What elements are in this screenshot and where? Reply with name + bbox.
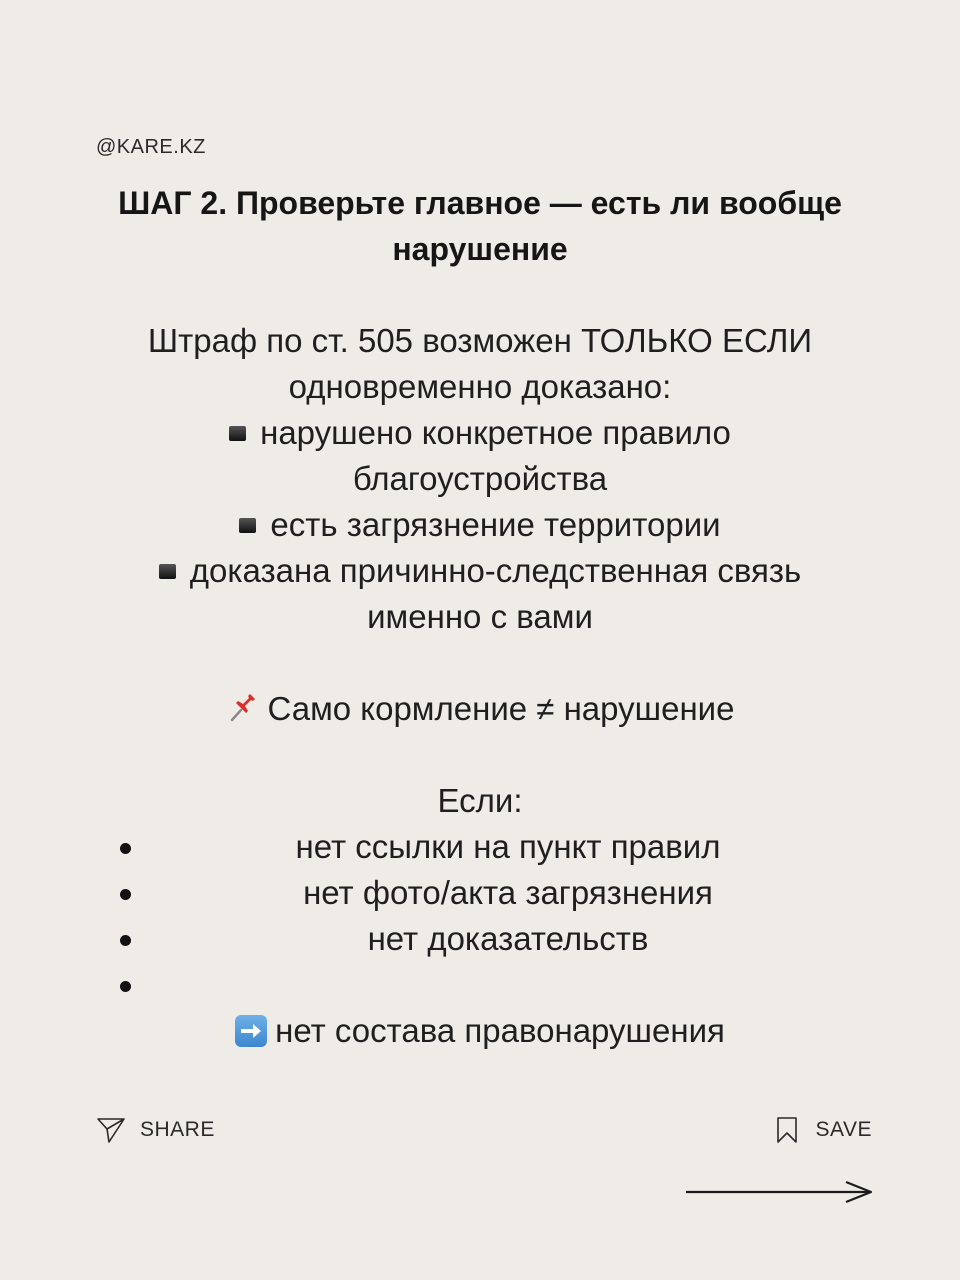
list-item-text: нет ссылки на пункт правил	[295, 828, 721, 865]
bullet-dot-icon	[120, 981, 131, 992]
bullet-dot-icon	[120, 935, 131, 946]
condition-item	[100, 548, 860, 594]
square-bullet-icon	[229, 426, 246, 441]
square-bullet-icon	[159, 564, 176, 579]
condition-text: нарушено конкретное правило	[260, 414, 731, 451]
share-label: SHARE	[140, 1118, 215, 1141]
list-item-text: нет фото/акта загрязнения	[303, 874, 713, 911]
bullet-dot-icon	[120, 889, 131, 900]
post-content	[100, 318, 860, 1054]
list-item	[100, 870, 860, 916]
if-label: Если:	[437, 782, 523, 819]
conclusion-line	[100, 1008, 860, 1054]
condition-text: есть загрязнение территории	[270, 506, 721, 543]
list-item	[100, 916, 860, 962]
next-arrow-button[interactable]	[684, 1176, 874, 1208]
condition-item-continued: благоустройства	[352, 460, 608, 497]
intro-line: одновременно доказано:	[288, 368, 672, 405]
condition-item	[100, 410, 860, 456]
list-item	[100, 962, 860, 1008]
conclusion-text: нет состава правонарушения	[275, 1012, 725, 1049]
condition-text: доказана причинно-следственная связь	[189, 552, 802, 589]
right-arrow-icon	[235, 1015, 267, 1047]
list-item-text: нет доказательств	[367, 920, 649, 957]
intro-line: Штраф по ст. 505 возможен ТОЛЬКО ЕСЛИ	[147, 322, 813, 359]
share-button[interactable]	[96, 1116, 215, 1144]
bookmark-icon	[776, 1116, 798, 1144]
paper-plane-icon	[96, 1116, 126, 1144]
account-handle: @KARE.KZ	[96, 136, 206, 158]
list-item	[100, 824, 860, 870]
pushpin-icon	[226, 691, 260, 725]
condition-item	[100, 502, 860, 548]
save-label: SAVE	[815, 1118, 872, 1141]
note-text: Само кормление ≠ нарушение	[267, 690, 735, 727]
condition-item-continued: именно с вами	[367, 598, 593, 635]
post-title: ШАГ 2. Проверьте главное — есть ли вообще нарушение	[118, 185, 842, 267]
square-bullet-icon	[239, 518, 256, 533]
save-button[interactable]	[776, 1116, 872, 1144]
bullet-dot-icon	[120, 843, 131, 854]
note-line	[100, 686, 860, 732]
